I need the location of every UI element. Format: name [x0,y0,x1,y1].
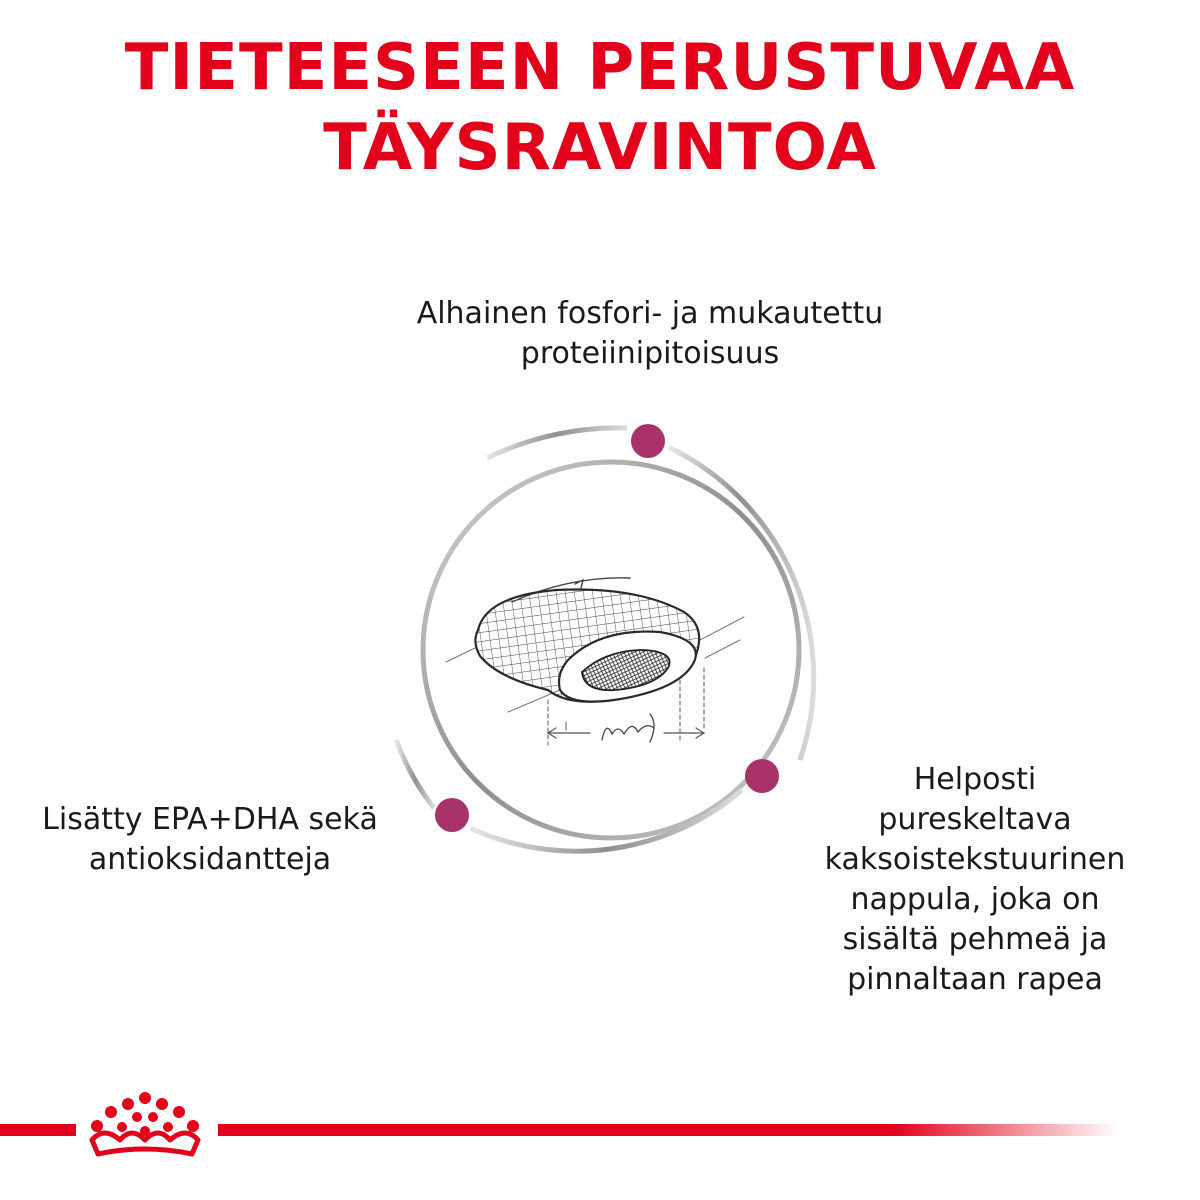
kibble-sketch-icon [446,578,744,745]
outer-arc-top-left [487,428,627,458]
outer-arc-bottom [470,790,742,851]
benefit-right-line-3: kaksoistekstuurinen [824,842,1126,877]
benefit-left-line-2: antioksidantteja [88,842,332,877]
benefit-right-line-4: nappula, joka on [850,882,1100,917]
benefit-top-line-2: proteiinipitoisuus [520,336,780,371]
outer-arc-bottom-left [396,740,434,808]
headline-line-2: TÄYSRAVINTOA [323,111,877,185]
benefit-right-line-5: sisältä pehmeä ja [842,922,1108,957]
footer-bar-left [0,1124,76,1136]
marker-left-dot-icon [435,798,469,832]
royal-canin-crown-logo [91,1092,199,1154]
footer-brand-bar [0,1060,1200,1160]
marker-right-dot-icon [745,759,779,793]
benefit-left-line-1: Lisätty EPA+DHA sekä [42,802,378,837]
benefit-top-line-1: Alhainen fosfori- ja mukautettu [416,296,884,331]
benefit-right-line-2: pureskeltava [878,802,1072,837]
benefit-right-line-6: pinnaltaan rapea [847,962,1103,997]
benefit-right-line-1: Helposti [913,762,1037,797]
footer-bar-right [218,1124,1118,1136]
headline-line-1: TIETEESEEN PERUSTUVAA [124,31,1076,105]
marker-top-dot-icon [631,424,665,458]
